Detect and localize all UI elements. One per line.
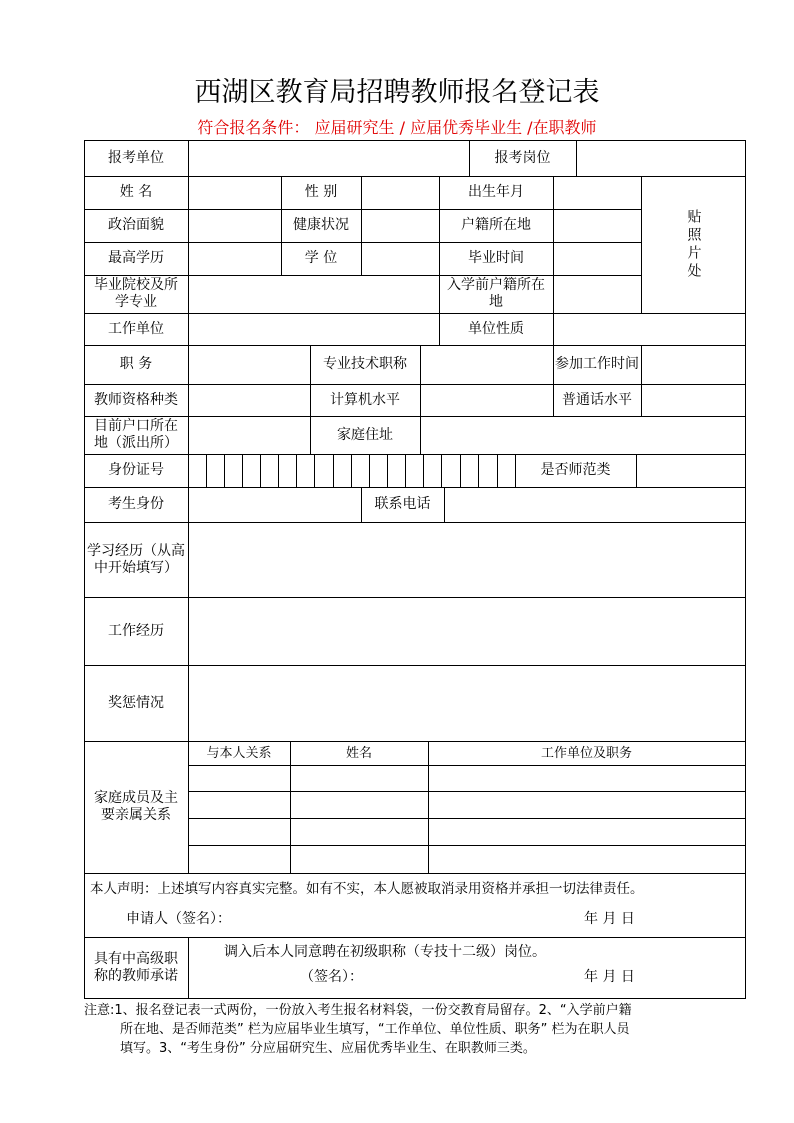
pre-hukou-field[interactable] (553, 275, 641, 313)
label-phone: 联系电话 (374, 496, 431, 512)
politics-field[interactable] (188, 209, 281, 242)
grid-line (188, 765, 746, 766)
normal-field[interactable] (636, 454, 745, 487)
awards-field[interactable] (188, 665, 745, 741)
address-field[interactable] (420, 416, 745, 454)
grid-line (84, 998, 746, 999)
statement-text: 本人声明：上述填写内容真实完整。如有不实，本人愿被取消录用资格并承担一切法律责任。 (90, 880, 644, 897)
label-normal: 是否师范类 (540, 462, 611, 478)
school-field[interactable] (188, 275, 439, 313)
grad-time-field[interactable] (553, 242, 641, 275)
label-id-card: 身份证号 (108, 462, 164, 478)
grid-line (188, 937, 189, 999)
header-member-unit: 工作单位及职务 (540, 745, 632, 761)
sign-label: （签名）： (300, 968, 363, 985)
education-field[interactable] (188, 242, 281, 275)
label-gender: 性 别 (304, 184, 338, 200)
label-position: 职 务 (119, 356, 153, 372)
applicant-date: 年 月 日 (584, 910, 635, 927)
label-study: 学习经历（从高中开始填写） (87, 542, 185, 576)
work-exp-field[interactable] (188, 597, 745, 665)
label-birth: 出生年月 (468, 184, 524, 200)
gender-field[interactable] (361, 176, 439, 209)
study-field[interactable] (188, 522, 745, 597)
label-police: 目前户口所在地（派出所） (94, 418, 178, 451)
page-title: 西湖区教育局招聘教师报名登记表 (194, 77, 600, 108)
health-field[interactable] (361, 209, 439, 242)
computer-field[interactable] (420, 384, 553, 416)
work-start-field[interactable] (641, 345, 745, 384)
unit-type-field[interactable] (553, 313, 745, 345)
label-pre-hukou: 入学前户籍所在地 (447, 277, 545, 310)
cert-type-field[interactable] (188, 384, 310, 416)
promise-text: 调入后本人同意聘在初级职称（专技十二级）岗位。 (224, 944, 546, 960)
label-school: 毕业院校及所学专业 (94, 277, 178, 310)
label-mandarin: 普通话水平 (562, 391, 632, 408)
photo-placeholder: 贴照片处 (685, 208, 702, 281)
hukou-field[interactable] (553, 209, 641, 242)
grid-line (188, 791, 746, 792)
label-politics: 政治面貌 (108, 217, 164, 233)
label-exam-post: 报考岗位 (494, 149, 551, 166)
notes (84, 1001, 704, 1058)
header-member-name: 姓名 (345, 745, 372, 761)
label-family: 家庭成员及主要亲属关系 (94, 790, 178, 823)
grid-line (188, 818, 746, 819)
identity-field[interactable] (188, 487, 361, 522)
title-rank-field[interactable] (420, 345, 553, 384)
label-awards: 奖惩情况 (108, 694, 164, 711)
phone-field[interactable] (444, 487, 745, 522)
degree-field[interactable] (361, 242, 439, 275)
label-title-rank: 专业技术职称 (323, 356, 407, 372)
note-line: 注意:1、报名登记表一式两份，一份放入考生报名材料袋，一份交教育局留存。2、“入学前户籍 (84, 1003, 632, 1018)
exam-post-field[interactable] (576, 140, 745, 176)
applicant-sign-label: 申请人（签名）： (126, 910, 231, 927)
label-work-unit: 工作单位 (108, 320, 164, 337)
grid-line (188, 845, 746, 846)
label-work-start: 参加工作时间 (555, 356, 639, 372)
mandarin-field[interactable] (641, 384, 745, 416)
note-line: 填写。3、“考生身份” 分应届研究生、应届优秀毕业生、在职教师三类。 (120, 1041, 536, 1056)
label-unit-type: 单位性质 (468, 320, 524, 337)
exam-unit-field[interactable] (188, 140, 469, 176)
grid-line (745, 140, 746, 999)
police-field[interactable] (188, 416, 310, 454)
work-unit-field[interactable] (188, 313, 439, 345)
promise-date: 年 月 日 (584, 968, 635, 985)
conditions-line: 符合报名条件： 应届研究生 / 应届优秀毕业生 /在职教师 (197, 118, 597, 137)
label-hukou: 户籍所在地 (461, 217, 531, 233)
id-card-field[interactable] (188, 454, 515, 487)
label-address: 家庭住址 (337, 426, 393, 443)
label-degree: 学 位 (304, 250, 338, 266)
label-exam-unit: 报考单位 (108, 149, 164, 166)
birth-field[interactable] (553, 176, 641, 209)
label-grad-time: 毕业时间 (468, 250, 524, 266)
label-work-exp: 工作经历 (108, 622, 164, 639)
header-relation: 与本人关系 (206, 745, 272, 761)
position-field[interactable] (188, 345, 310, 384)
label-health: 健康状况 (293, 217, 349, 233)
note-line: 所在地、是否师范类” 栏为应届毕业生填写，“工作单位、单位性质、职务” 栏为在职人员 (120, 1022, 630, 1037)
label-cert-type: 教师资格种类 (94, 391, 178, 408)
label-education: 最高学历 (108, 250, 164, 266)
name-field[interactable] (188, 176, 281, 209)
label-name: 姓 名 (119, 184, 153, 200)
label-computer: 计算机水平 (330, 391, 400, 408)
label-identity: 考生身份 (108, 496, 164, 512)
label-senior-teacher: 具有中高级职称的教师承诺 (94, 950, 178, 984)
